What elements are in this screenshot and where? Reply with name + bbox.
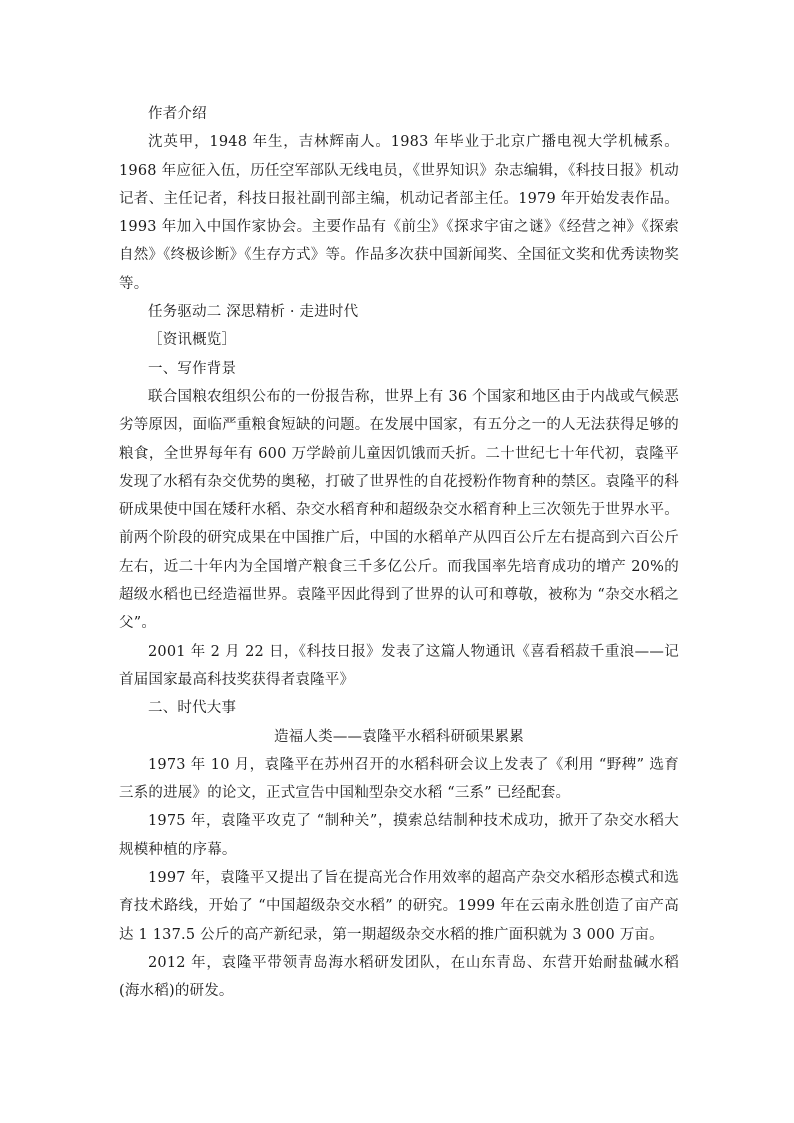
- task-subheading: ［资讯概览］: [148, 332, 237, 349]
- events-heading: 二、时代大事: [148, 700, 237, 717]
- event-item: 1997 年，袁隆平又提出了旨在提高光合作用效率的超高产杂交水稻形态模式和选育技术路线，开始了 “中国超级杂交水稻” 的研究。1999 年在云南永胜创造了亩产高达 1 137.5 公斤的高产新纪录，第一期超级杂交水稻的推广面积就为 3 000 万亩。: [119, 870, 679, 943]
- event-item: 2012 年，袁隆平带领青岛海水稻研发团队，在山东青岛、东营开始耐盐碱水稻(海水稻)的研发。: [119, 954, 679, 1000]
- background-paragraph-1: 联合国粮农组织公布的一份报告称，世界上有 36 个国家和地区由于内战或气候恶劣等原因，面临严重粮食短缺的问题。在发展中国家，有五分之一的人无法获得足够的粮食，全世界每年有 600 万学龄前儿童因饥饿而夭折。二十世纪七十年代初，袁隆平发现了水稻有杂交优势的奥秘，打破了世界性的自花授粉作物育种的禁区。袁隆平的科研成果使中国在矮秆水稻、杂交水稻育种和超级杂交水稻育种上三次领先于世界水平。前两个阶段的研究成果在中国推广后，中国的水稻单产从四百公斤左右提高到六百公斤左右，近二十年内为全国增产粮食三千多亿公斤。而我国率先培育成功的增产 20%的超级水稻也已经造福世界。袁隆平因此得到了世界的认可和尊敬，被称为 “杂交水稻之父”。: [119, 388, 679, 632]
- task-heading: 任务驱动二 深思精析 · 走进时代: [148, 304, 359, 321]
- event-item: 1973 年 10 月，袁隆平在苏州召开的水稻科研会议上发表了《利用 “野稗” 选育三系的进展》的论文，正式宣告中国籼型杂交水稻 “三系” 已经配套。: [119, 756, 679, 802]
- document-page: [119, 100, 679, 1006]
- events-title: 造福人类——袁隆平水稻科研硕果累累: [274, 728, 524, 745]
- event-item: 1975 年，袁隆平攻克了 “制种关”，摸索总结制种技术成功，掀开了杂交水稻大规模种植的序幕。: [119, 813, 679, 858]
- background-paragraph-2: 2001 年 2 月 22 日，《科技日报》发表了这篇人物通讯《喜看稻菽千重浪——记首届国家最高科技奖获得者袁隆平》: [119, 643, 679, 688]
- background-heading: 一、写作背景: [148, 360, 237, 377]
- author-heading: 作者介绍: [148, 106, 207, 122]
- author-bio: 沈英甲，1948 年生，吉林辉南人。1983 年毕业于北京广播电视大学机械系。1968 年应征入伍，历任空军部队无线电员，《世界知识》杂志编辑，《科技日报》机动记者、主任记者，科技日报社副刊部主编，机动记者部主任。1979 年开始发表作品。1993 年加入中国作家协会。主要作品有《前尘》《探求宇宙之谜》《经营之神》《探索自然》《终极诊断》《生存方式》等。作品多次获中国新闻奖、全国征文奖和优秀读物奖等。: [119, 134, 679, 292]
